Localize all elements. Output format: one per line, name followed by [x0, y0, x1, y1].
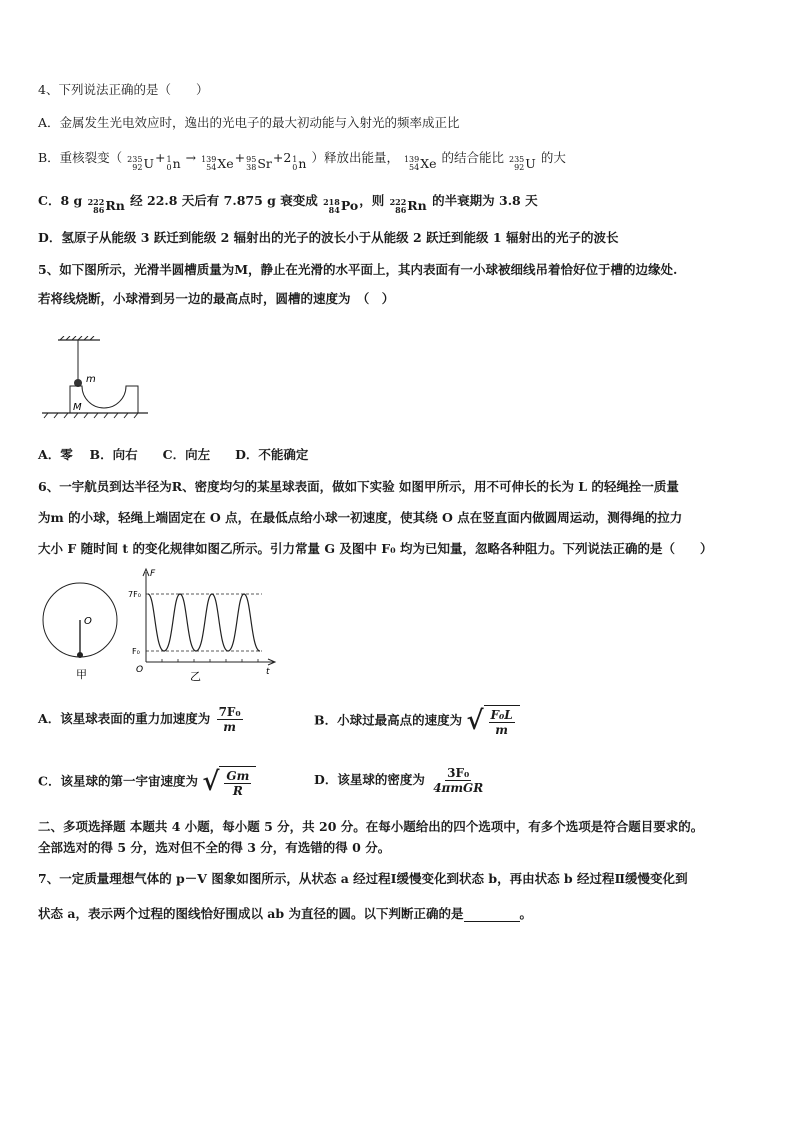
q4-option-b: B．重核裂变（ 235 92 U+ 1 0 n → 139 54 Xe+ 95 38 Sr+2 1 0 n ）释放出能量， 139 54 Xe 的结合能比 235 92 U 的大	[38, 150, 566, 172]
q6-stem-line2: 为m 的小球，轻绳上端固定在 O 点，在最低点给小球一初速度，使其绕 O 点在竖直面内做圆周运动，测得绳的拉力	[38, 510, 683, 525]
caption-jia: 甲	[76, 668, 87, 681]
tension-curve	[148, 594, 260, 651]
ground	[42, 413, 148, 418]
q5-options: A．零 B．向右 C．向左 D．不能确定	[38, 447, 309, 462]
q5-figure	[38, 336, 150, 420]
label-m: m	[86, 374, 96, 385]
tick-F0: F₀	[132, 647, 140, 656]
q4-option-c: C．8 g 222 86 Rn 经 22.8 天后有 7.875 g 衰变成 218 84 Po，则 222 86 Rn 的半衰期为 3.8 天	[38, 193, 538, 215]
label-M: M	[73, 402, 82, 413]
q6-figure-yi	[128, 566, 280, 682]
q6-stem-line3: 大小 F 随时间 t 的变化规律如图乙所示。引力常量 G 及图中 F₀ 均为已知量，忽略各种阻力。下列说法正确的是（ ）	[38, 541, 713, 556]
q7-line1: 7、一定质量理想气体的 p－V 图象如图所示，从状态 a 经过程Ⅰ缓慢变化到状态 b，再由状态 b 经过程Ⅱ缓慢变化到	[38, 871, 688, 886]
q6-stem-line1: 6、一宇航员到达半径为R、密度均匀的某星球表面，做如下实验 如图甲所示，用不可伸长的长为 L 的轻绳拴一质量	[38, 479, 679, 494]
answer-blank[interactable]	[464, 909, 520, 922]
q6-option-a: A．该星球表面的重力加速度为 $\frac{\text{7F₀}}{m}$	[38, 705, 241, 734]
label-O: O	[84, 616, 92, 627]
section2-line2: 全部选对的得 5 分，选对但不全的得 3 分，有选错的得 0 分。	[38, 840, 391, 855]
q6-figure-jia	[40, 578, 130, 682]
axis-label-F: F	[150, 569, 156, 579]
q6-option-b: B．小球过最高点的速度为 √ $\frac{\text{F₀L}}{m}$	[314, 705, 520, 737]
q6-option-d: D．该星球的密度为 $\frac{\text{3F₀}}{\text{4πmGR}}$	[314, 766, 484, 795]
ceiling	[58, 336, 100, 340]
q7-line2: 状态 a，表示两个过程的图线恰好围成以 ab 为直径的圆。以下判断正确的是 。	[38, 906, 533, 921]
q5-stem-line1: 5、如下图所示，光滑半圆槽质量为M，静止在光滑的水平面上，其内表面有一小球被细线吊着恰好位于槽的边缘处.	[38, 262, 678, 277]
origin-label: O	[136, 665, 144, 675]
caption-yi: 乙	[190, 670, 201, 682]
section2-line1: 二、多项选择题 本题共 4 小题，每小题 5 分，共 20 分。在每小题给出的四个选项中，有多个选项是符合题目要求的。	[38, 819, 704, 834]
q6-option-c: C．该星球的第一宇宙速度为 √ $\frac{Gm}{R}$	[38, 766, 256, 798]
q5-stem-line2: 若将线烧断，小球滑到另一边的最高点时，圆槽的速度为 （ ）	[38, 291, 395, 306]
axis-label-t: t	[266, 667, 270, 677]
q4-stem: 4、下列说法正确的是（ ）	[38, 82, 209, 97]
q4-option-d: D．氢原子从能级 3 跃迁到能级 2 辐射出的光子的波长小于从能级 2 跃迁到能级 1 辐射出的光子的波长	[38, 230, 619, 245]
tick-7F0: 7F₀	[128, 590, 141, 599]
q4-option-a: A．金属发生光电效应时，逸出的光电子的最大初动能与入射光的频率成正比	[38, 115, 460, 130]
ball	[77, 652, 83, 658]
